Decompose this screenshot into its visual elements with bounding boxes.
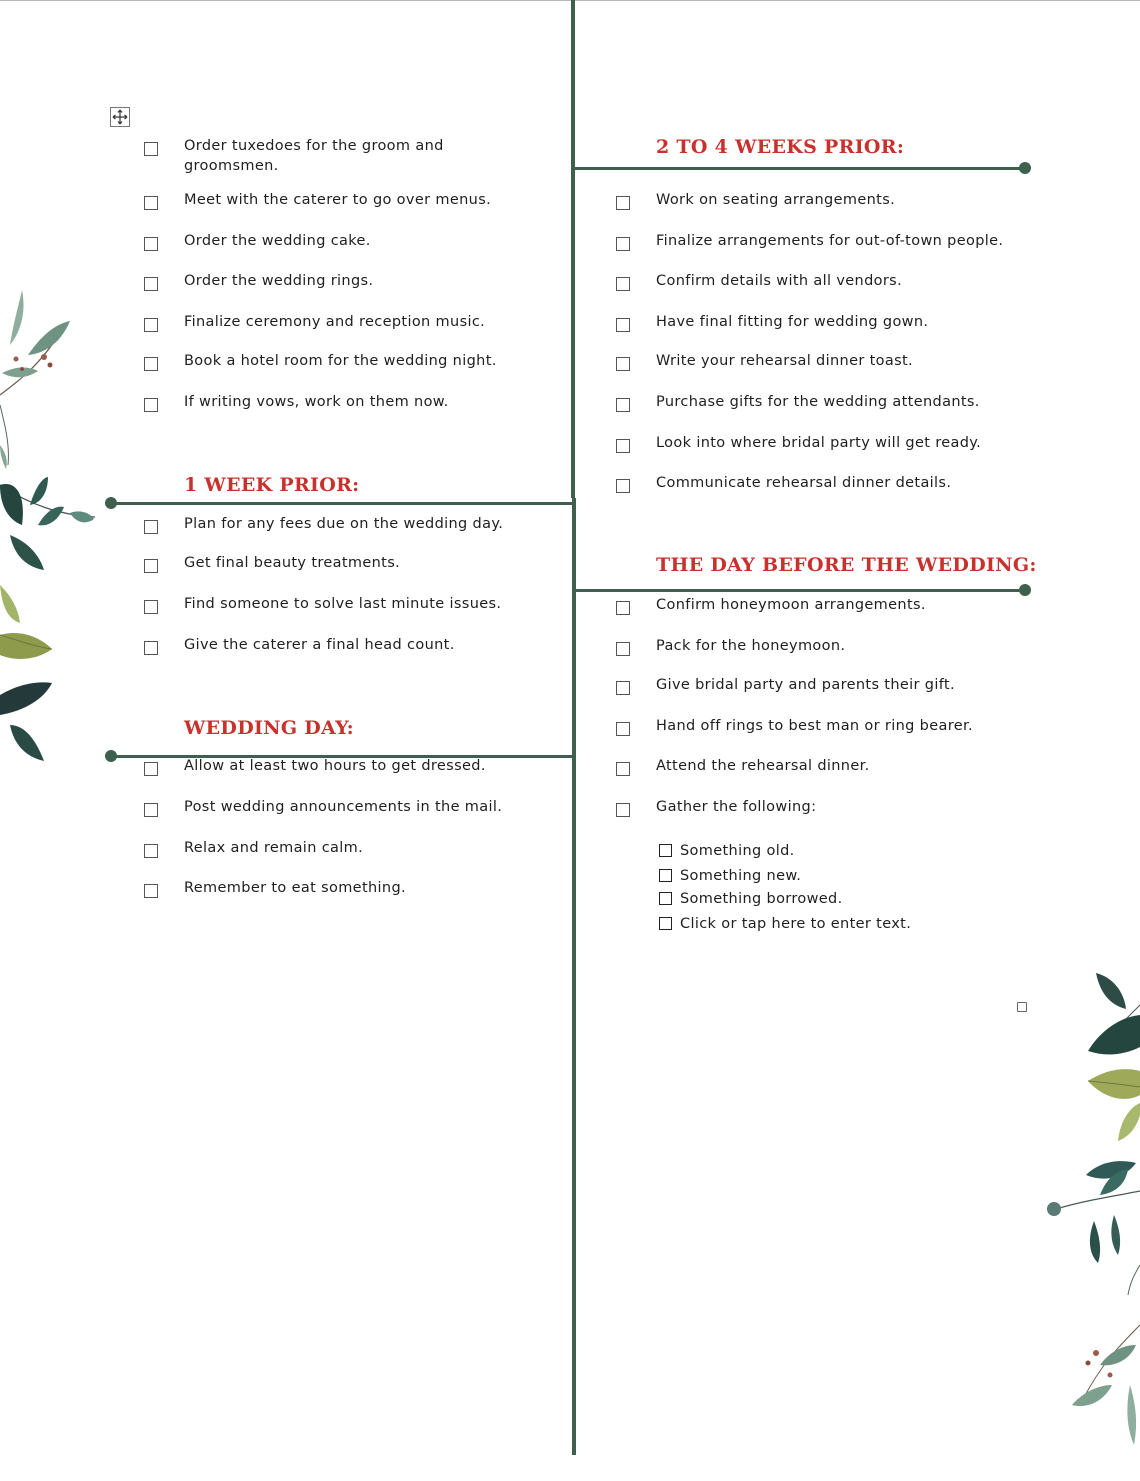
sub-list-item: Something borrowed. (680, 891, 843, 907)
list-item: Hand off rings to best man or ring bearer. (656, 718, 973, 734)
checkbox[interactable] (144, 357, 158, 371)
checkbox[interactable] (616, 439, 630, 453)
checkbox[interactable] (616, 642, 630, 656)
list-item: Gather the following: (656, 799, 817, 815)
sub-checkbox[interactable] (659, 917, 672, 930)
checkbox[interactable] (144, 559, 158, 573)
list-item: Order the wedding cake. (184, 233, 371, 249)
leaf-illustration-left (0, 285, 100, 765)
checkbox[interactable] (144, 884, 158, 898)
table-move-handle[interactable] (110, 107, 130, 127)
timeline-dot (105, 497, 117, 509)
list-item: Order the wedding rings. (184, 273, 374, 289)
checkbox[interactable] (144, 641, 158, 655)
list-item: Look into where bridal party will get ready. (656, 435, 982, 451)
leaf-illustration-right (1040, 965, 1140, 1455)
list-item: If writing vows, work on them now. (184, 394, 449, 410)
page-top-border (0, 0, 1140, 1)
list-item: Relax and remain calm. (184, 840, 364, 856)
heading-wedding-day: WEDDING DAY: (184, 717, 354, 739)
list-item: Finalize arrangements for out-of-town people. (656, 233, 1004, 249)
list-item: Give bridal party and parents their gift. (656, 677, 955, 693)
heading-day-before: THE DAY BEFORE THE WEDDING: (656, 554, 1037, 576)
list-item: Book a hotel room for the wedding night. (184, 353, 497, 369)
list-item: Give the caterer a final head count. (184, 637, 455, 653)
list-item: Plan for any fees due on the wedding day. (184, 516, 504, 532)
checkbox[interactable] (616, 237, 630, 251)
timeline-dot (1019, 162, 1031, 174)
timeline-dot (105, 750, 117, 762)
checkbox[interactable] (144, 803, 158, 817)
list-item: Find someone to solve last minute issues. (184, 596, 502, 612)
list-item: Confirm honeymoon arrangements. (656, 597, 926, 613)
list-item: Have final fitting for wedding gown. (656, 314, 929, 330)
table-resize-handle[interactable] (1017, 1002, 1027, 1012)
checkbox[interactable] (616, 803, 630, 817)
checkbox[interactable] (616, 681, 630, 695)
checkbox[interactable] (144, 762, 158, 776)
checkbox[interactable] (144, 142, 158, 156)
checkbox[interactable] (616, 318, 630, 332)
list-item: Order tuxedoes for the groom and groomsmen. (184, 138, 444, 174)
list-item: Attend the rehearsal dinner. (656, 758, 870, 774)
checkbox[interactable] (144, 196, 158, 210)
checkbox[interactable] (616, 479, 630, 493)
list-item: Confirm details with all vendors. (656, 273, 903, 289)
move-icon (112, 109, 128, 125)
checkbox[interactable] (144, 398, 158, 412)
list-item: Finalize ceremony and reception music. (184, 314, 486, 330)
list-item: Get final beauty treatments. (184, 555, 401, 571)
list-item: Write your rehearsal dinner toast. (656, 353, 913, 369)
heading-1-week-prior: 1 WEEK PRIOR: (184, 474, 360, 496)
sub-checkbox[interactable] (659, 892, 672, 905)
checkbox[interactable] (144, 237, 158, 251)
list-item: Meet with the caterer to go over menus. (184, 192, 492, 208)
timeline-dot (1019, 584, 1031, 596)
list-item: Post wedding announcements in the mail. (184, 799, 503, 815)
checkbox[interactable] (616, 277, 630, 291)
sub-list-item: Something old. (680, 843, 795, 859)
list-item: Communicate rehearsal dinner details. (656, 475, 952, 491)
sub-checkbox[interactable] (659, 844, 672, 857)
checkbox[interactable] (616, 357, 630, 371)
checkbox[interactable] (616, 762, 630, 776)
sub-checkbox[interactable] (659, 869, 672, 882)
list-item: Pack for the honeymoon. (656, 638, 846, 654)
checkbox[interactable] (144, 318, 158, 332)
timeline-vertical-line (571, 0, 575, 498)
list-item: Remember to eat something. (184, 880, 406, 896)
timeline-branch-day-before (573, 589, 1025, 592)
checkbox[interactable] (144, 277, 158, 291)
list-item: Allow at least two hours to get dressed. (184, 758, 486, 774)
sub-list-item[interactable]: Click or tap here to enter text. (680, 916, 912, 932)
timeline-branch-2-4-weeks (573, 167, 1025, 170)
list-item: Purchase gifts for the wedding attendants. (656, 394, 980, 410)
checkbox[interactable] (616, 722, 630, 736)
heading-2-to-4-weeks: 2 TO 4 WEEKS PRIOR: (656, 136, 905, 158)
checkbox[interactable] (144, 844, 158, 858)
checkbox[interactable] (616, 601, 630, 615)
checkbox[interactable] (616, 398, 630, 412)
timeline-vertical-line (572, 498, 576, 1455)
timeline-branch-1-week (111, 502, 573, 505)
sub-list-item: Something new. (680, 868, 802, 884)
checkbox[interactable] (616, 196, 630, 210)
checkbox[interactable] (144, 600, 158, 614)
checkbox[interactable] (144, 520, 158, 534)
list-item: Work on seating arrangements. (656, 192, 896, 208)
